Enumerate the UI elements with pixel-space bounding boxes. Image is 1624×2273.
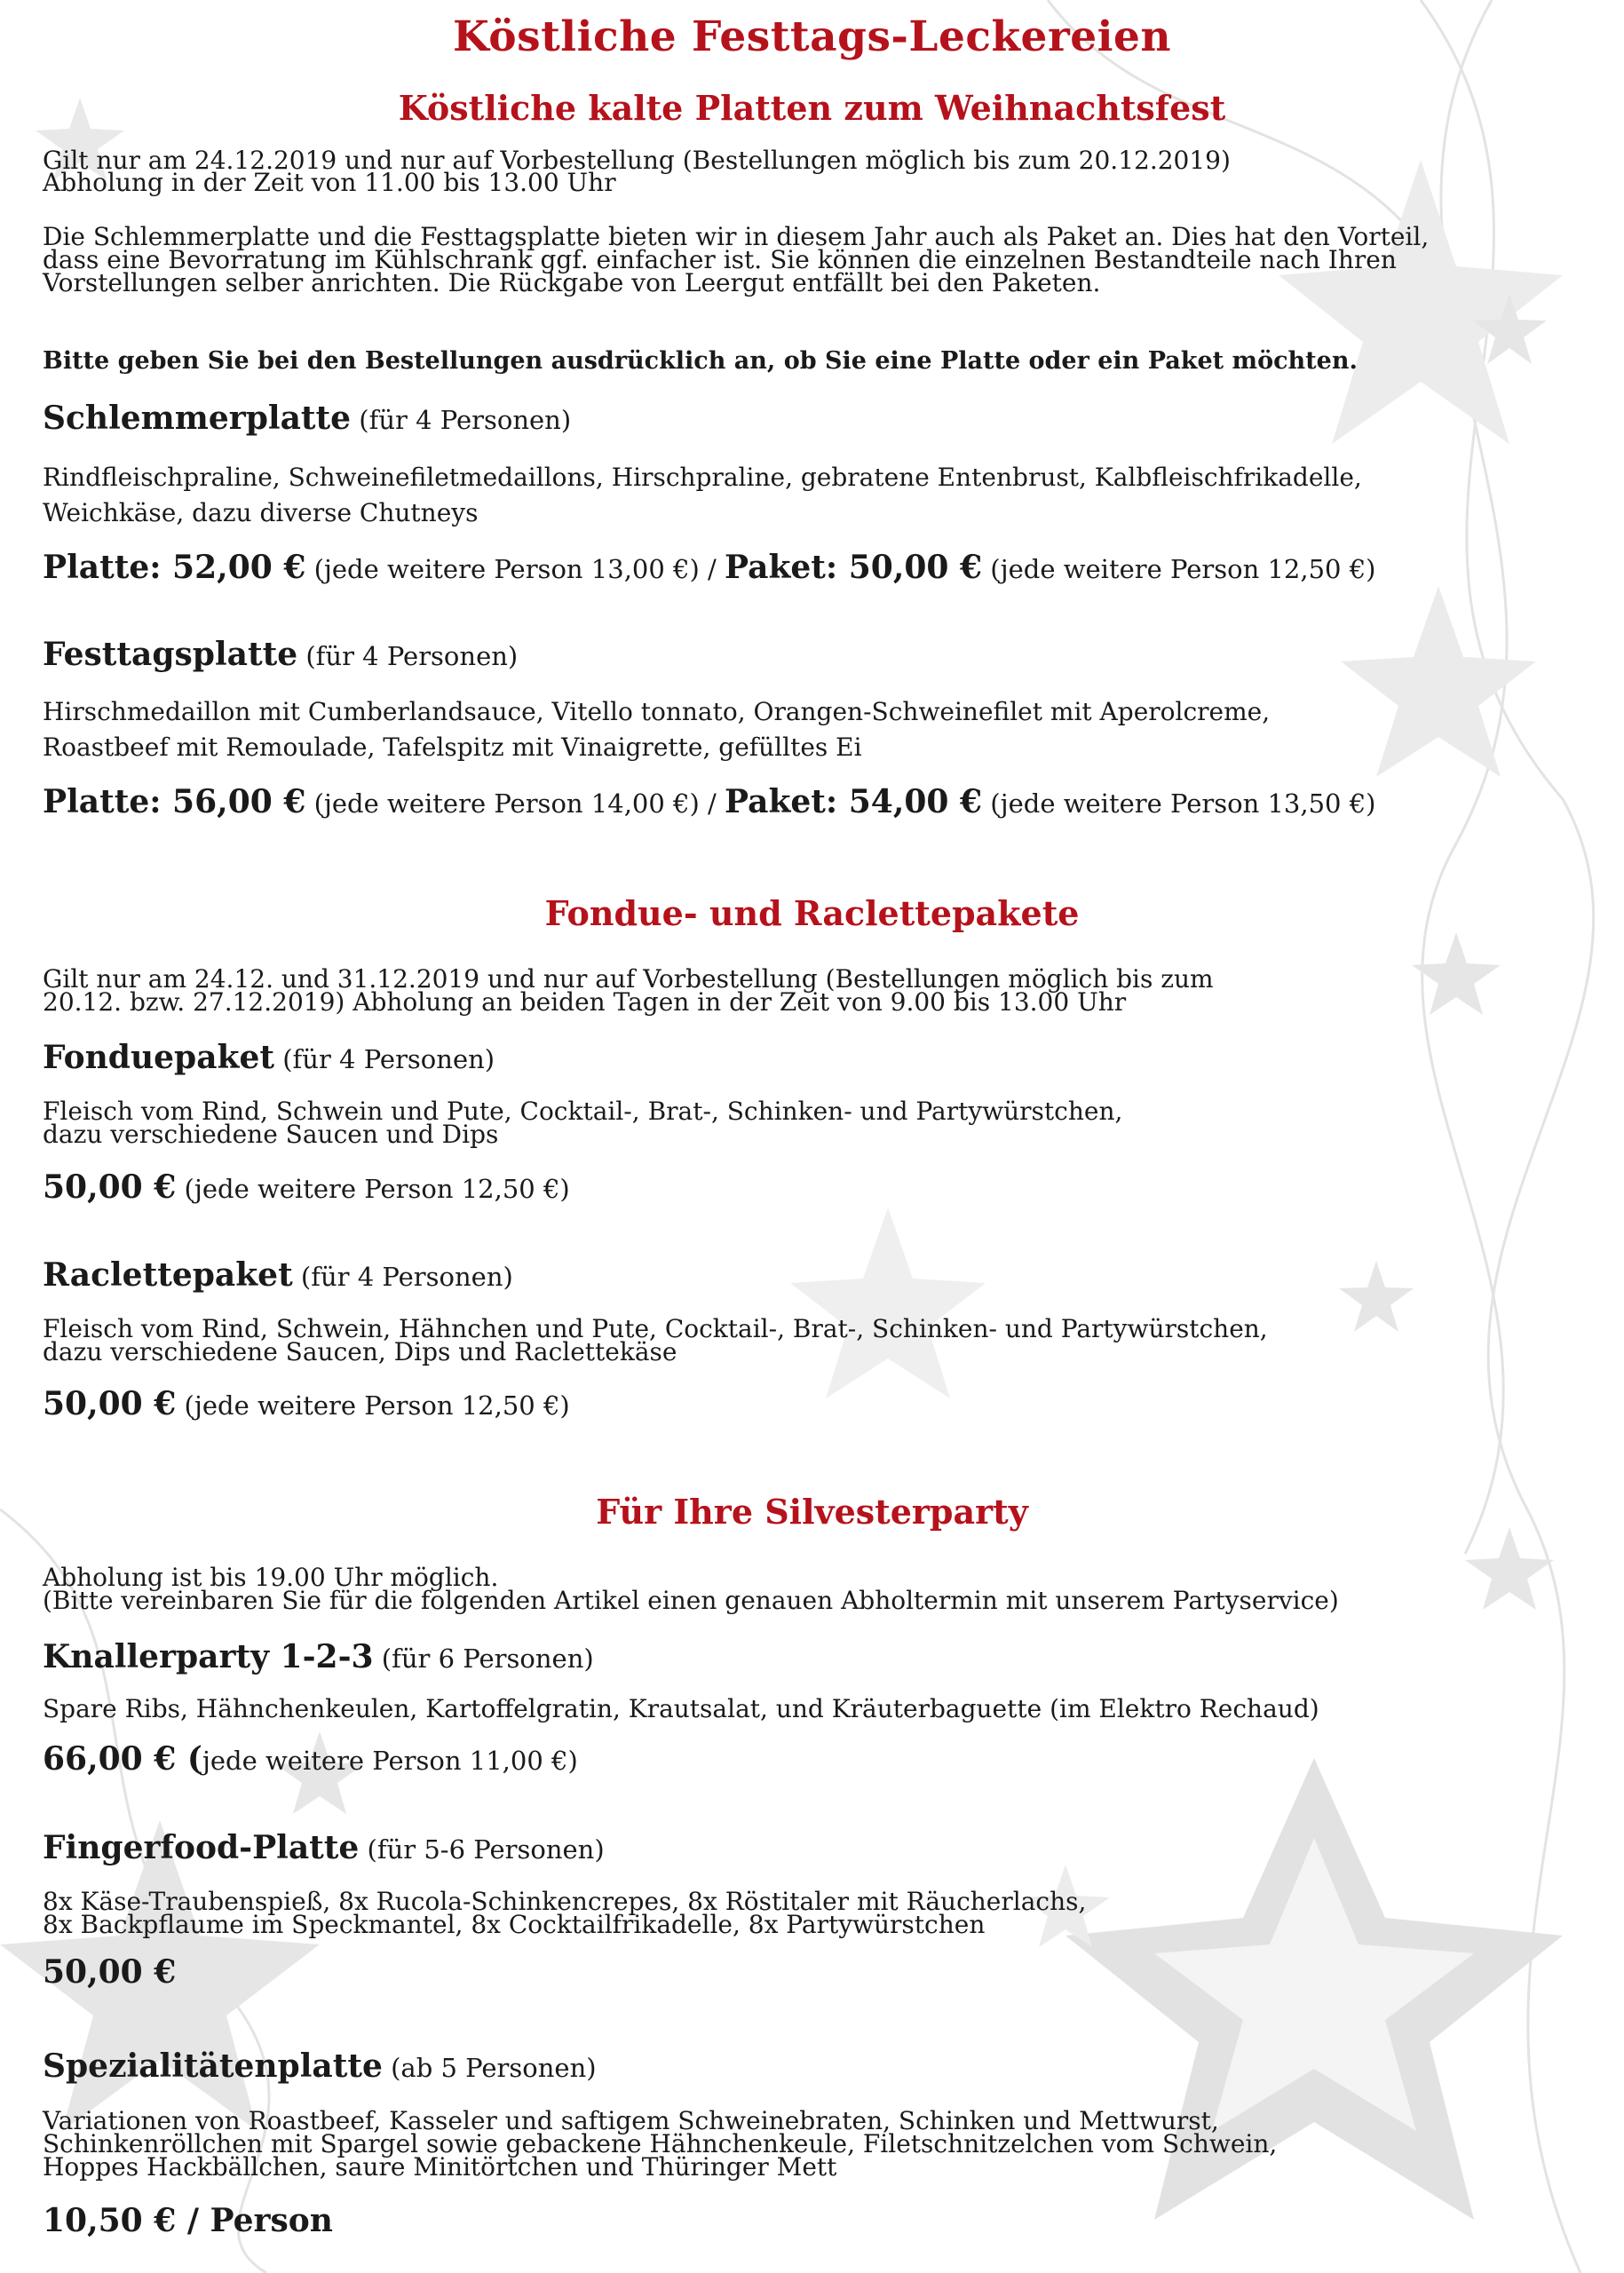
item-name: Spezialitätenplatte [43,2047,383,2085]
section-title-cold-platters: Köstliche kalte Platten zum Weihnachtsfest [398,88,1226,128]
package-info [43,222,1429,298]
intro-line: Gilt nur am 24.12. und 31.12.2019 und nur auf Vorbestellung (Bestellungen möglich bis zum [43,964,1214,994]
item-raclettepaket [43,1256,513,1294]
section-title-fondue: Fondue- und Raclettepakete [544,893,1080,933]
price-extra: jede weitere Person 11,00 €) [202,1746,578,1776]
description-line: 8x Backpflaume im Speckmantel, 8x Cocktailfrikadelle, 8x Partywürstchen [43,1910,986,1939]
price-extra: (jede weitere Person 12,50 €) [176,1174,570,1204]
item-portion-note: (für 4 Personen) [274,1044,495,1074]
package-info-line: Die Schlemmerplatte und die Festtagsplatte bieten wir in diesem Jahr auch als Paket an. Dies hat den Vorteil, [43,222,1430,251]
intro-line: (Bitte vereinbaren Sie für die folgenden Artikel einen genauen Abholtermin mit unserem Partyservice) [43,1586,1339,1615]
price-platte: Platte: 56,00 € [43,783,306,820]
item-schlemmerplatte [43,400,571,437]
item-price [43,1953,176,1991]
package-info-line: dass eine Bevorratung im Kühlschrank ggf. einfacher ist. Sie können die einzelnen Bestandteile nach Ihren [43,245,1397,274]
price-value: 50,00 € [43,1168,177,1206]
description-line: 8x Käse-Traubenspieß, 8x Rucola-Schinkencrepes, 8x Röstitaler mit Räucherlachs, [43,1887,1087,1916]
price-extra: (jede weitere Person 12,50 €) [176,1390,570,1421]
description-line: Rindfleischpraline, Schweinefiletmedaillons, Hirschpraline, gebratene Entenbrust, Kalbfleischfrikadelle, [43,463,1362,492]
item-description: Spare Ribs, Hähnchenkeulen, Kartoffelgratin, Krautsalat, und Kräuterbaguette (im Elektro Rechaud) [43,1694,1319,1723]
item-fingerfood-platte [43,1829,605,1866]
price-value: 50,00 € [43,1953,177,1991]
price-value: 10,50 € / Person [43,2202,333,2239]
description-line: Variationen von Roastbeef, Kasseler und saftigem Schweinebraten, Schinken und Mettwurst, [43,2106,1219,2135]
item-portion-note: (für 4 Personen) [351,405,572,435]
item-description [43,1097,1122,1150]
item-description [43,697,1270,763]
item-description [43,463,1362,528]
description-line: Weichkäse, dazu diverse Chutneys [43,498,479,527]
description-line: Fleisch vom Rind, Schwein und Pute, Cocktail-, Brat-, Schinken- und Partywürstchen, [43,1097,1123,1126]
section-title-silvester: Für Ihre Silvesterparty [596,1492,1028,1532]
intro-line: Abholung in der Zeit von 11.00 bis 13.00 Uhr [43,168,616,197]
price-extra: (jede weitere Person 14,00 €) / [305,788,725,819]
price-paket: Paket: 54,00 € [725,783,983,820]
price-extra: (jede weitere Person 13,50 €) [982,788,1376,819]
item-festtagsplatte [43,636,518,673]
description-line: dazu verschiedene Saucen, Dips und Raclettekäse [43,1337,677,1366]
item-price [43,2202,333,2239]
intro-line: 20.12. bzw. 27.12.2019) Abholung an beiden Tagen in der Zeit von 9.00 bis 13.00 Uhr [43,987,1127,1017]
description-line: dazu verschiedene Saucen und Dips [43,1120,499,1149]
item-name: Raclettepaket [43,1256,293,1294]
page-title: Köstliche Festtags-Leckereien [452,12,1172,61]
item-knallerparty [43,1638,594,1675]
item-fonduepaket [43,1039,495,1076]
item-description [43,1887,1086,1940]
item-price [43,783,1376,820]
item-portion-note: (für 4 Personen) [292,1262,513,1292]
intro-line: Gilt nur am 24.12.2019 und nur auf Vorbestellung (Bestellungen möglich bis zum 20.12.2019) [43,146,1231,175]
price-extra: (jede weitere Person 12,50 €) [982,554,1376,584]
price-paket: Paket: 50,00 € [725,549,983,586]
description-line: Fleisch vom Rind, Schwein, Hähnchen und Pute, Cocktail-, Brat-, Schinken- und Partywürstchen, [43,1314,1268,1343]
item-name: Fonduepaket [43,1039,274,1076]
description-line: Roastbeef mit Remoulade, Tafelspitz mit Vinaigrette, gefülltes Ei [43,733,862,762]
item-description [43,2106,1277,2182]
description-line: Schinkenröllchen mit Spargel sowie gebackene Hähnchenkeule, Filetschnitzelchen vom Schwein, [43,2129,1278,2158]
fondue-intro [43,964,1214,1018]
item-price [43,549,1376,586]
price-value: 50,00 € [43,1385,177,1422]
item-name: Knallerparty 1-2-3 [43,1638,374,1675]
item-portion-note: (für 6 Personen) [373,1643,594,1674]
item-name: Schlemmerplatte [43,400,352,437]
item-name: Fingerfood-Platte [43,1829,360,1866]
item-price [43,1385,570,1422]
item-name: Festtagsplatte [43,636,298,673]
item-portion-note: (für 5-6 Personen) [359,1834,605,1865]
package-info-line: Vorstellungen selber anrichten. Die Rückgabe von Leergut entfällt bei den Paketen. [43,268,1101,297]
item-price [43,1740,578,1778]
description-line: Hirschmedaillon mit Cumberlandsauce, Vitello tonnato, Orangen-Schweinefilet mit Aperolcreme, [43,697,1271,726]
price-value: 66,00 € ( [43,1740,202,1778]
item-description [43,1314,1268,1367]
item-spezialitaetenplatte [43,2047,597,2085]
item-portion-note: (ab 5 Personen) [382,2053,597,2083]
cold-platters-intro [43,146,1231,198]
description-line: Hoppes Hackbällchen, saure Minitörtchen und Thüringer Mett [43,2152,837,2182]
order-notice: Bitte geben Sie bei den Bestellungen ausdrücklich an, ob Sie eine Platte oder ein Paket möchten. [43,347,1358,375]
item-portion-note: (für 4 Personen) [297,641,519,671]
price-platte: Platte: 52,00 € [43,549,306,586]
intro-line: Abholung ist bis 19.00 Uhr möglich. [43,1563,499,1592]
silvester-intro [43,1563,1339,1616]
price-extra: (jede weitere Person 13,00 €) / [305,554,725,584]
item-price [43,1168,570,1206]
